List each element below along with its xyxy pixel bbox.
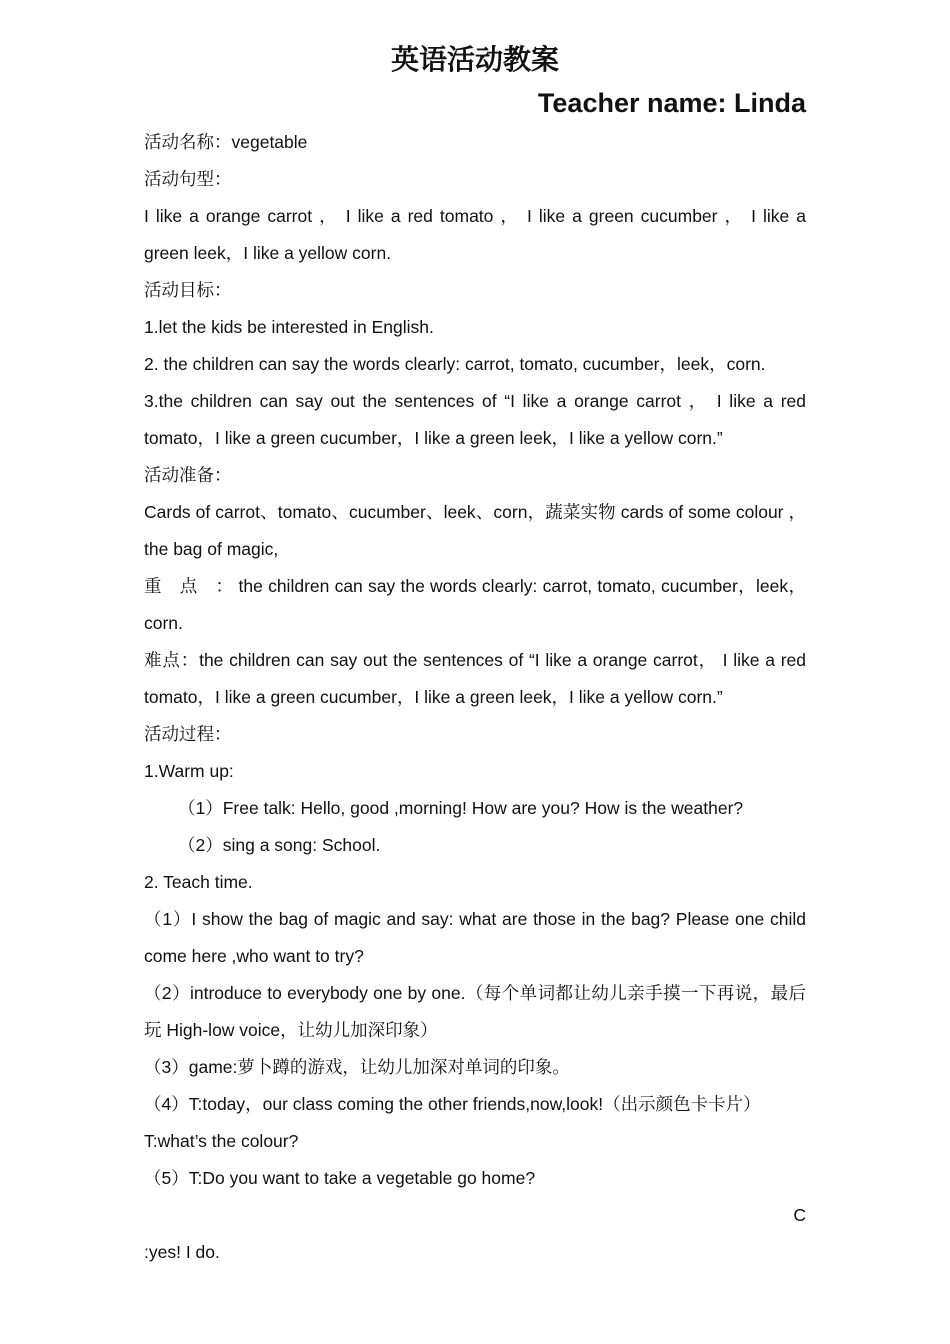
document-title: 英语活动教案: [390, 44, 559, 75]
prep-text: Cards of carrot、tomato、cucumber、leek、corn，蔬菜实物 cards of some colour ，the bag of magic,: [144, 502, 806, 559]
activity-name: 活动名称：vegetable: [144, 132, 308, 152]
goal-1: 1.let the kids be interested in English.: [144, 317, 434, 337]
teach-step-5: （5）T:Do you want to take a vegetable go home?: [144, 1168, 536, 1188]
teach-heading: 2. Teach time.: [144, 872, 253, 892]
pattern-text: I like a orange carrot ， I like a red tomato ， I like a green cucumber ， I like a green leek，I like a yellow corn.: [144, 206, 806, 263]
goal-2: 2. the children can say the words clearly: carrot, tomato, cucumber，leek，corn.: [144, 354, 766, 374]
difficult-point: 难点：the children can say out the sentences of “I like a orange carrot， I like a red tomato，I like a green cucumber，I like a green leek，I like a yellow corn.”: [144, 650, 806, 707]
c-marker: C: [793, 1205, 806, 1225]
answer-line: :yes! I do.: [144, 1242, 220, 1262]
teacher-name: Teacher name: Linda: [537, 88, 806, 118]
teach-step-4: （4）T:today，our class coming the other friends,now,look!（出示颜色卡卡片）: [144, 1094, 761, 1114]
warm-up-heading: 1.Warm up:: [144, 761, 234, 781]
goal-label: 活动目标：: [144, 280, 232, 300]
lesson-body: [144, 124, 806, 1271]
warm-up-step-1: （1）Free talk: Hello, good ,morning! How are you? How is the weather?: [178, 798, 744, 818]
goal-3: 3.the children can say out the sentences of “I like a orange carrot ， I like a red tomato，I like a green cucumber，I like a green leek，I like a yellow corn.”: [144, 391, 806, 448]
warm-up-step-2: （2）sing a song: School.: [178, 835, 381, 855]
teach-step-1: （1）I show the bag of magic and say: what are those in the bag? Please one child come here ,who want to try?: [144, 909, 806, 966]
teach-step-4-question: T:what’s the colour?: [144, 1131, 299, 1151]
pattern-label: 活动句型：: [144, 169, 232, 189]
teach-step-2: （2）introduce to everybody one by one.（每个单词都让幼儿亲手摸一下再说，最后玩 High-low voice，让幼儿加深印象）: [144, 983, 806, 1040]
prep-label: 活动准备：: [144, 465, 232, 485]
key-point: 重 点 ： the children can say the words clearly: carrot, tomato, cucumber，leek，corn.: [144, 576, 806, 633]
teach-step-3: （3）game:萝卜蹲的游戏，让幼儿加深对单词的印象。: [144, 1057, 570, 1077]
process-label: 活动过程：: [144, 724, 232, 744]
